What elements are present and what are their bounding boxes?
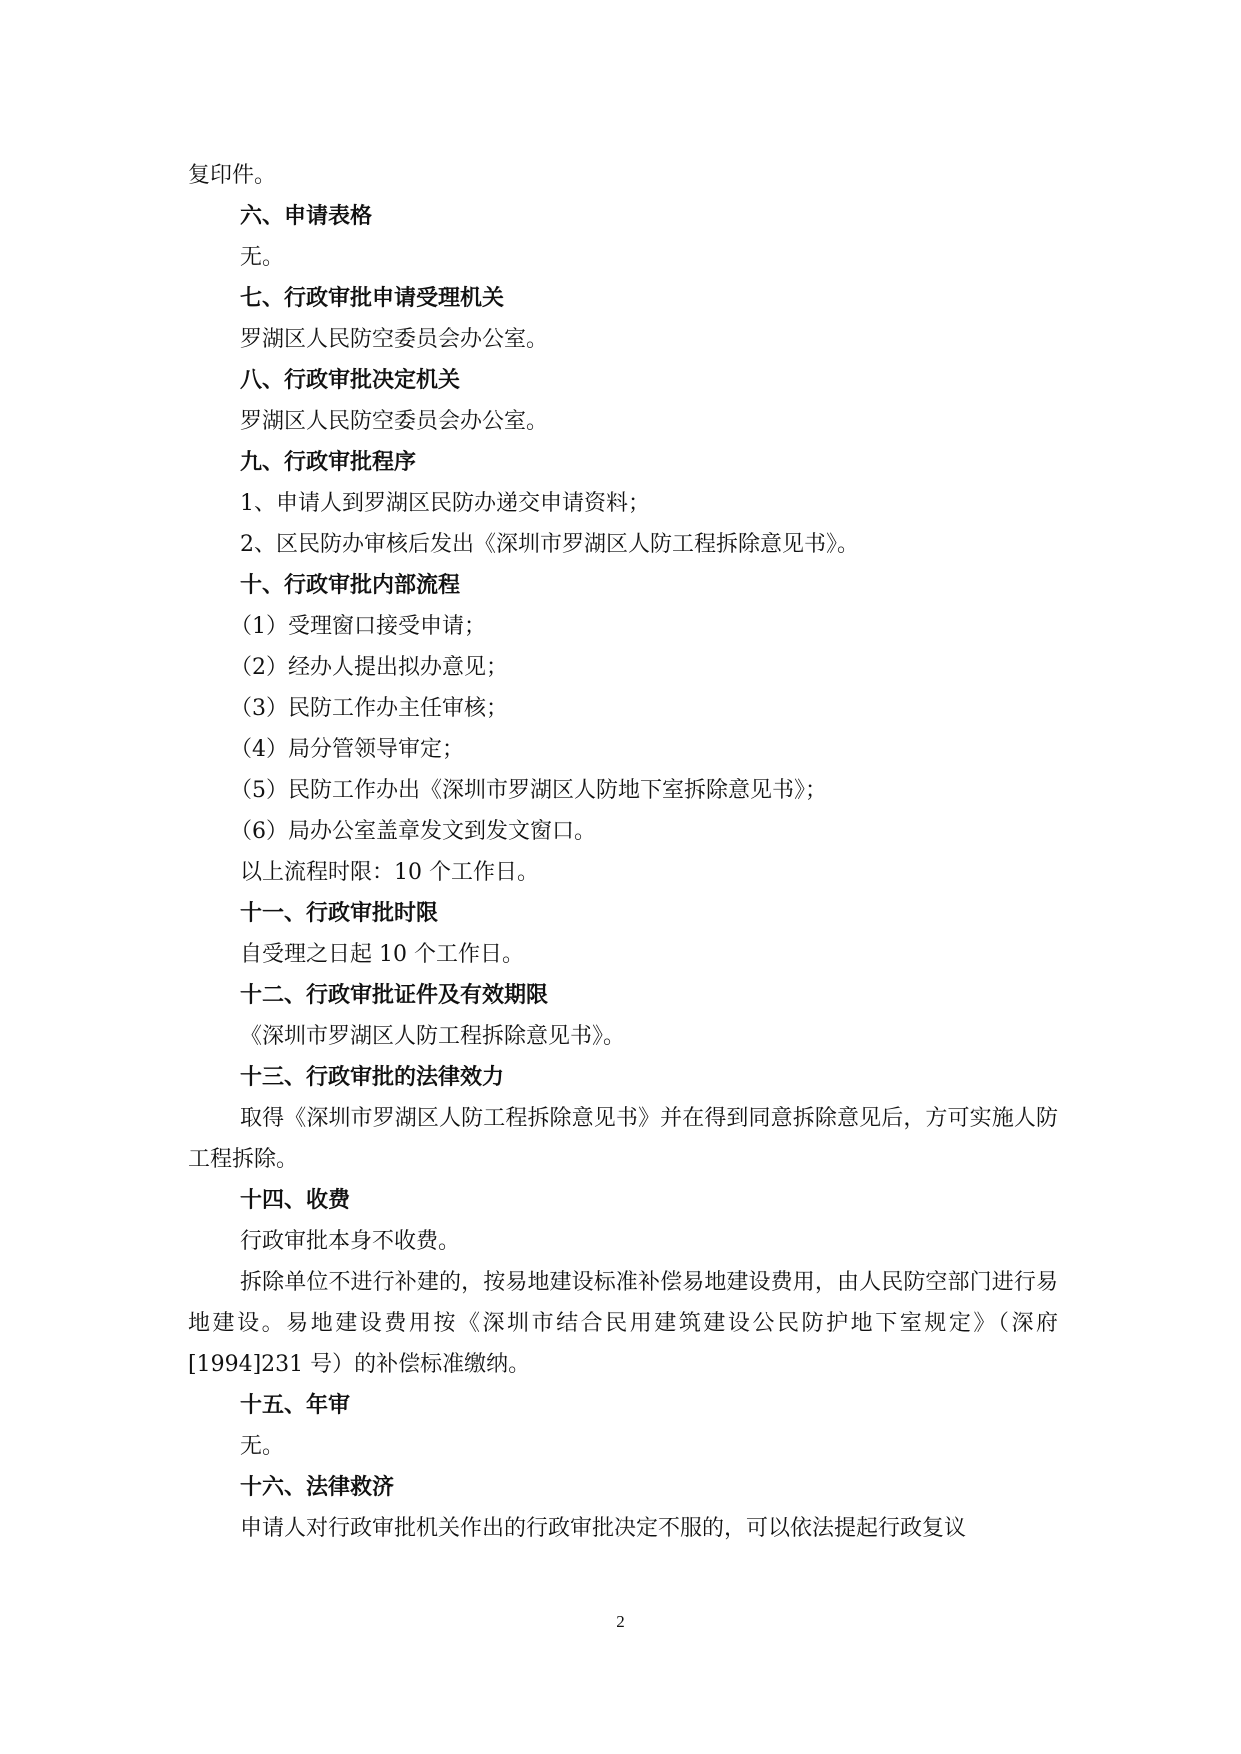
fee-paragraph: 拆除单位不进行补建的，按易地建设标准补偿易地建设费用，由人民防空部门进行易地建设。易地建设费用按《深圳市结合民用建筑建设公民防护地下室规定》（深府[1994]231 号）的补偿标准缴纳。: [188, 1270, 1058, 1377]
section-text-12: 《深圳市罗湖区人防工程拆除意见书》。: [240, 1024, 626, 1049]
workflow-item: （4）局分管领导审定；: [230, 737, 464, 762]
section-heading-8: 八、行政审批决定机关: [240, 368, 461, 393]
fee-statement: 行政审批本身不收费。: [240, 1229, 461, 1254]
procedure-item: 2、区民防办审核后发出《深圳市罗湖区人防工程拆除意见书》。: [240, 532, 859, 557]
procedure-item: 1、申请人到罗湖区民防办递交申请资料；: [240, 491, 650, 516]
page-number: 2: [616, 1612, 625, 1631]
section-text-13: 取得《深圳市罗湖区人防工程拆除意见书》并在得到同意拆除意见后，方可实施人防工程拆除。: [188, 1106, 1058, 1172]
section-text-15: 无。: [240, 1434, 285, 1459]
section-text-16: 申请人对行政审批机关作出的行政审批决定不服的，可以依法提起行政复议: [240, 1516, 967, 1541]
workflow-item: （1）受理窗口接受申请；: [230, 614, 486, 639]
continuation-text: 复印件。: [188, 163, 277, 188]
workflow-item: （3）民防工作办主任审核；: [230, 696, 508, 721]
workflow-item: （2）经办人提出拟办意见；: [230, 655, 508, 680]
section-heading-13: 十三、行政审批的法律效力: [240, 1065, 505, 1090]
section-heading-16: 十六、法律救济: [240, 1475, 395, 1500]
document-body: [188, 155, 1058, 1549]
section-heading-12: 十二、行政审批证件及有效期限: [240, 983, 549, 1008]
section-text-6: 无。: [240, 245, 285, 270]
section-heading-11: 十一、行政审批时限: [240, 901, 439, 926]
workflow-item: （5）民防工作办出《深圳市罗湖区人防地下室拆除意见书》；: [230, 778, 827, 803]
section-text-8: 罗湖区人民防空委员会办公室。: [240, 409, 549, 434]
section-text-11: 自受理之日起 10 个工作日。: [240, 942, 524, 967]
section-heading-7: 七、行政审批申请受理机关: [240, 286, 505, 311]
section-heading-15: 十五、年审: [240, 1393, 351, 1418]
section-text-7: 罗湖区人民防空委员会办公室。: [240, 327, 549, 352]
section-heading-9: 九、行政审批程序: [240, 450, 417, 475]
section-heading-6: 六、申请表格: [240, 204, 373, 229]
workflow-time-limit: 以上流程时限：10 个工作日。: [240, 860, 539, 885]
section-heading-10: 十、行政审批内部流程: [240, 573, 461, 598]
section-heading-14: 十四、收费: [240, 1188, 351, 1213]
workflow-item: （6）局办公室盖章发文到发文窗口。: [230, 819, 596, 844]
